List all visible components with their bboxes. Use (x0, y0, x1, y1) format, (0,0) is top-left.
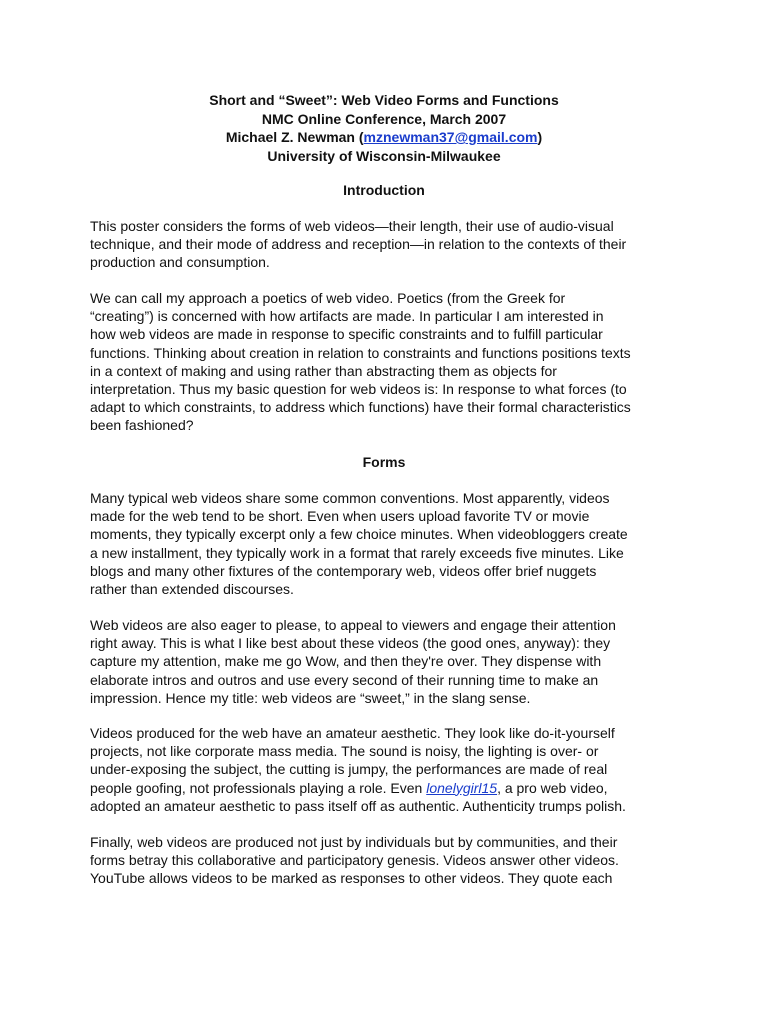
text-line: in a context of making and using rather than abstracting them as objects for (90, 362, 557, 379)
introduction-heading: Introduction (343, 182, 425, 198)
text-line: functions. Thinking about creation in relation to constraints and functions positions texts (90, 344, 631, 361)
text-line: forms betray this collaborative and participatory genesis. Videos answer other videos. (90, 852, 619, 869)
text-line: “creating”) is concerned with how artifacts are made. In particular I am interested in (90, 308, 604, 325)
text-line: Videos produced for the web have an amateur aesthetic. They look like do-it-yourself (90, 725, 615, 741)
text-line: technique, and their mode of address and reception—in relation to the contexts of their (90, 236, 627, 253)
forms-paragraph-1 (90, 489, 690, 598)
text-line: Web videos are also eager to please, to appeal to viewers and engage their attention (90, 617, 616, 633)
intro-paragraph-2 (90, 289, 690, 435)
text-line: elaborate intros and outros and use every second of their running time to make an (90, 671, 599, 688)
text-line: been fashioned? (90, 417, 194, 434)
document-title: Short and “Sweet”: Web Video Forms and Functions (209, 92, 559, 108)
text-line: We can call my approach a poetics of web video. Poetics (from the Greek for (90, 290, 566, 306)
author-email-link[interactable]: mznewman37@gmail.com (363, 129, 538, 145)
forms-paragraph-2 (90, 616, 690, 707)
text-line-with-link (90, 779, 690, 797)
text-line: adopted an amateur aesthetic to pass itself off as authentic. Authenticity trumps polish. (90, 797, 626, 814)
author-suffix: ) (537, 129, 543, 145)
text-line: moments, they typically excerpt only a few choice minutes. When videobloggers create (90, 526, 628, 543)
text-line: Many typical web videos share some common conventions. Most apparently, videos (90, 490, 610, 506)
text-line: made for the web tend to be short. Even when users upload favorite TV or movie (90, 508, 590, 525)
text-line: rather than extended discourses. (90, 581, 294, 598)
text-segment: people goofing, not professionals playing a role. Even (90, 779, 427, 796)
text-line: interpretation. Thus my basic question for web videos is: In response to what forces (to (90, 381, 627, 398)
text-line: production and consumption. (90, 254, 270, 271)
text-line: capture my attention, make me go Wow, and then they're over. They dispense with (90, 653, 602, 670)
text-line: impression. Hence my title: web videos are “sweet,” in the slang sense. (90, 689, 531, 706)
forms-paragraph-3 (90, 724, 690, 815)
text-line: a new installment, they typically work in a format that rarely exceeds five minutes. Like (90, 544, 624, 561)
forms-paragraph-4 (90, 833, 690, 888)
text-line: YouTube allows videos to be marked as responses to other videos. They quote each (90, 870, 613, 887)
text-line: Finally, web videos are produced not just by individuals but by communities, and their (90, 834, 618, 850)
document-header (90, 91, 678, 165)
text-line: under-exposing the subject, the cutting is jumpy, the performances are made of real (90, 761, 608, 778)
conference-line: NMC Online Conference, March 2007 (261, 110, 507, 127)
intro-paragraph-1 (90, 217, 690, 272)
author-name: Michael Z. Newman ( (225, 129, 364, 145)
author-line (90, 128, 678, 147)
lonelygirl15-link[interactable]: lonelygirl15 (426, 779, 498, 796)
text-line: right away. This is what I like best about these videos (the good ones, anyway): they (90, 635, 611, 652)
text-line: how web videos are made in response to specific constraints and to fulfill particular (90, 326, 603, 343)
affiliation-line: University of Wisconsin-Milwaukee (267, 147, 501, 164)
text-line: blogs and many other fixtures of the contemporary web, videos offer brief nuggets (90, 562, 597, 579)
forms-heading: Forms (362, 454, 406, 470)
text-line: projects, not like corporate mass media. The sound is noisy, the lighting is over- or (90, 743, 599, 760)
text-line: This poster considers the forms of web videos—their length, their use of audio-visual (90, 218, 614, 234)
text-line: adapt to which constraints, to address which functions) have their formal characteristics (90, 399, 631, 416)
text-segment: , a pro web video, (497, 779, 608, 796)
